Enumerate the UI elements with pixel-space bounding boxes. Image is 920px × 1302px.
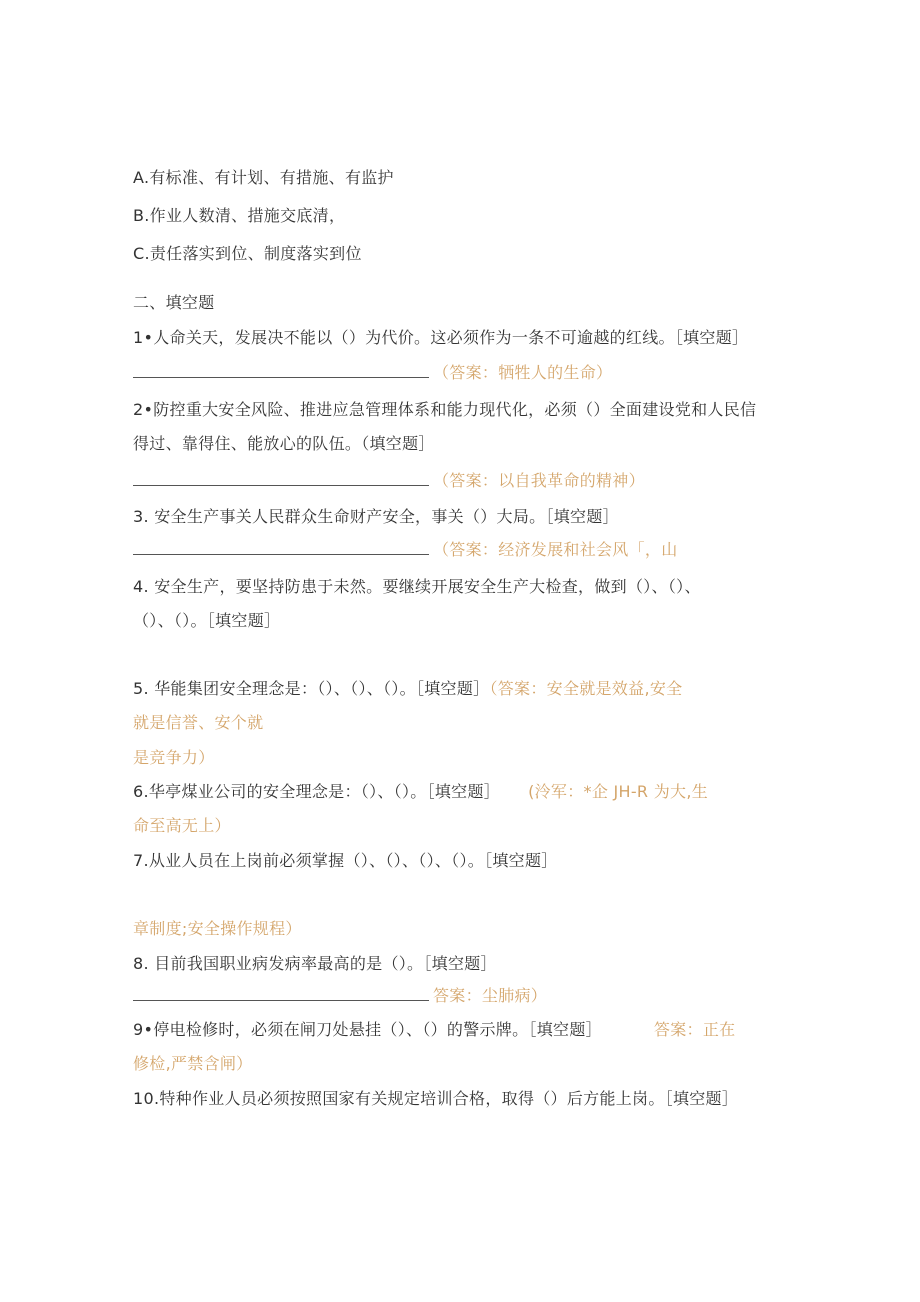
answer-9-part-2: 修检,严禁含闸） [133,1054,253,1073]
answer-blank [133,471,429,486]
question-4-line-1: 4. 安全生产，要坚持防患于未然。要继续开展安全生产大检查，做到（）、（）、 [133,577,701,596]
option-b: B.作业人数清、措施交底清， [133,206,346,225]
option-a: A.有标准、有计划、有措施、有监护 [133,168,394,187]
question-8: 8. 目前我国职业病发病率最高的是（）。［填空题］ [133,954,497,973]
question-6-text: 6.华亭煤业公司的安全理念是：（）、（）。［填空题］ [133,782,501,801]
question-7: 7.从业人员在上岗前必须掌握（）、（）、（）、（）。［填空题］ [133,851,558,870]
option-c: C.责任落实到位、制度落实到位 [133,244,362,263]
answer-6-part-2: 命至高无上） [133,816,231,835]
question-3: 3. 安全生产事关人民群众生命财产安全，事关（）大局。［填空题］ [133,507,619,526]
answer-6-part-1: (泠军：*企 JH-R 为大,生 [528,782,709,801]
question-10: 10.特种作业人员必须按照国家有关规定培训合格，取得（）后方能上岗。［填空题］ [133,1089,739,1108]
answer-blank [133,363,429,378]
question-2-line-1: 2•防控重大安全风险、推进应急管理体系和能力现代化，必须（）全面建设党和人民信 [133,400,757,419]
question-9 [133,1019,735,1041]
answer-5-part-3: 是竞争力） [133,748,215,767]
answer-line-2 [133,470,645,492]
answer-9-part-1: 答案：正在 [653,1020,736,1039]
answer-blank [133,986,429,1001]
answer-5-part-2: 就是信誉、安个就 [133,713,264,732]
section-title: 二、填空题 [133,293,215,312]
question-4-line-2: （）、（）。［填空题］ [133,611,281,630]
question-6 [133,781,708,803]
answer-1: （答案：牺牲人的生命） [433,363,613,382]
answer-5-part-1: （答案：安全就是效益,安全 [489,679,683,698]
answer-3: （答案：经济发展和社会风「，山 [433,540,678,559]
answer-blank [133,540,429,555]
answer-7: 章制度;安全操作规程） [133,919,302,938]
question-1: 1•人命关天，发展决不能以（）为代价。这必须作为一条不可逾越的红线。［填空题］ [133,328,749,347]
answer-8: 答案：尘肺病） [433,986,548,1005]
answer-line-8 [133,985,547,1007]
answer-line-1 [133,362,612,384]
question-2-line-2: 得过、靠得住、能放心的队伍。（填空题］ [133,434,435,453]
answer-line-3 [133,539,678,561]
question-5-text: 5. 华能集团安全理念是：（）、（）、（）。［填空题］ [133,679,490,698]
question-9-text: 9•停电检修时，必须在闸刀处悬挂（）、（）的警示牌。［填空题］ [133,1020,602,1039]
answer-2: （答案：以自我革命的精神） [433,471,645,490]
question-5 [133,678,682,700]
